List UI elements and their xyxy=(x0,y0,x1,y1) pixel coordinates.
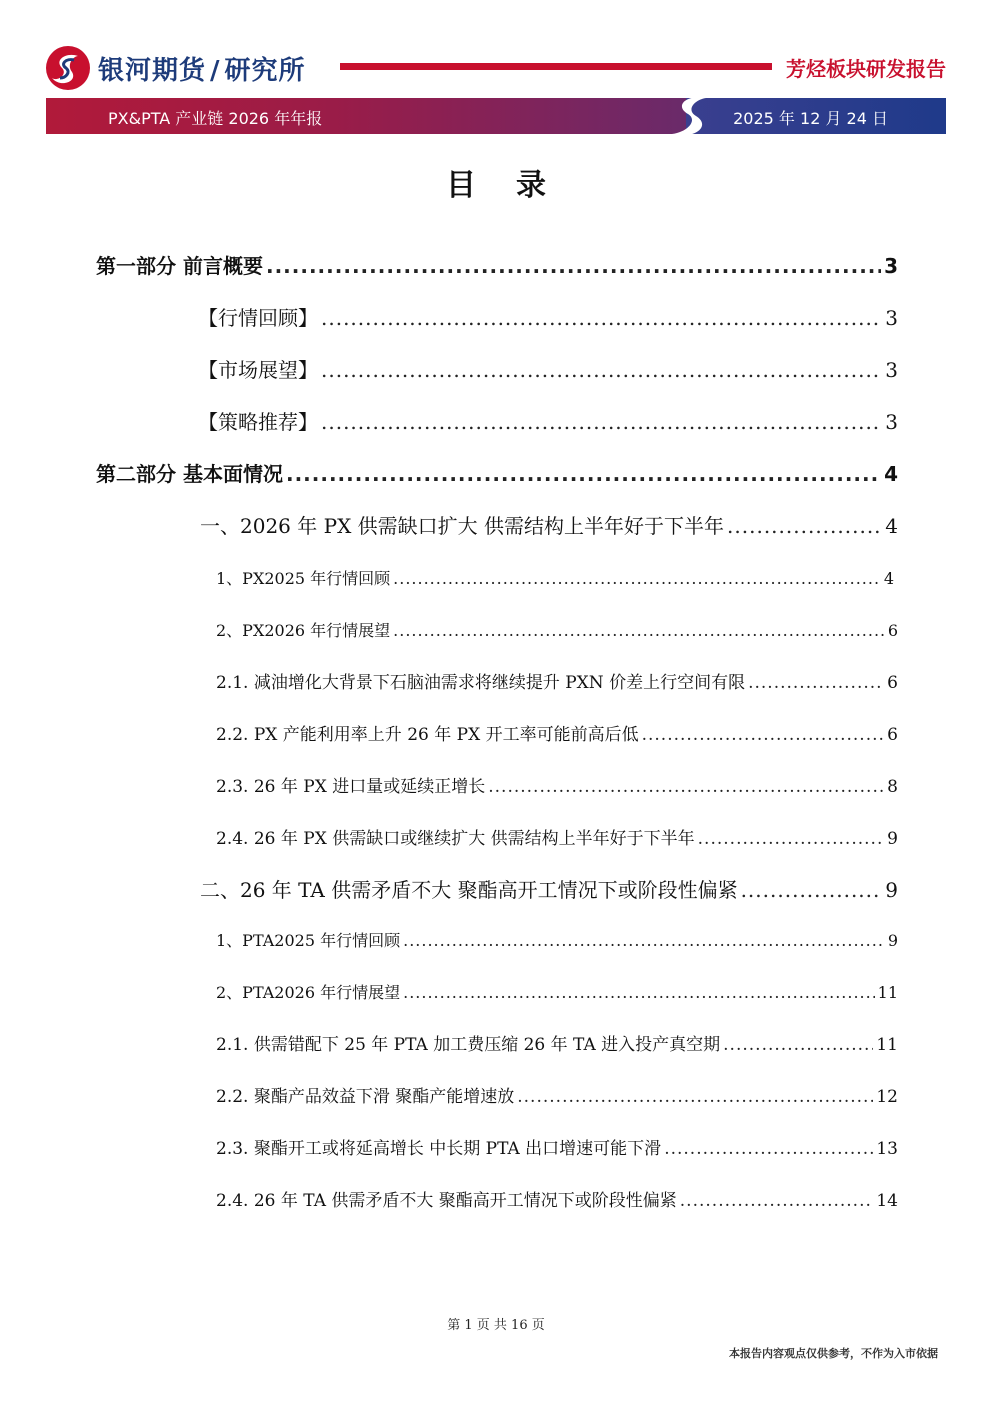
toc-entry-label: 1、PX2025 年行情回顾 xyxy=(216,569,391,588)
toc-entry-page: 4 xyxy=(884,462,898,486)
toc-leader xyxy=(286,462,881,486)
toc-entry-page: 11 xyxy=(876,1035,898,1055)
toc-entry[interactable] xyxy=(198,354,898,383)
toc-entry[interactable] xyxy=(216,668,898,693)
toc-entry[interactable] xyxy=(216,1186,898,1211)
toc-entry-page: 3 xyxy=(885,358,898,382)
toc-entry-page: 3 xyxy=(884,254,898,278)
toc-entry[interactable] xyxy=(216,772,898,797)
toc-entry-page: 8 xyxy=(887,777,898,797)
toc-entry-page: 9 xyxy=(885,878,898,902)
toc-entry[interactable] xyxy=(198,302,898,331)
toc-entry-label: 第二部分 基本面情况 xyxy=(96,462,283,486)
toc-leader xyxy=(727,514,882,538)
toc-entry-label: 1、PTA2025 年行情回顾 xyxy=(216,931,401,950)
toc-entry[interactable] xyxy=(216,720,898,745)
toc-leader xyxy=(321,410,882,434)
toc-entry-page: 14 xyxy=(876,1191,898,1211)
toc-leader xyxy=(723,1035,873,1055)
toc-entry-label: 2.1. 减油增化大背景下石脑油需求将继续提升 PXN 价差上行空间有限 xyxy=(216,673,746,693)
toc-entry-page: 13 xyxy=(876,1139,898,1159)
toc-entry-label: 第一部分 前言概要 xyxy=(96,254,263,278)
logo-text: 银河期货 / 研究所 xyxy=(98,55,306,86)
page-number: 第 1 页 共 16 页 xyxy=(447,1318,545,1333)
toc-entry-label: 2.3. 聚酯开工或将延高增长 中长期 PTA 出口增速可能下滑 xyxy=(216,1139,662,1159)
toc-leader xyxy=(664,1139,873,1159)
toc-leader xyxy=(748,673,884,693)
toc-entry-label: 【行情回顾】 xyxy=(198,306,318,330)
toc-entry-label: 二、26 年 TA 供需矛盾不大 聚酯高开工情况下或阶段性偏紧 xyxy=(200,878,738,902)
toc-entry[interactable] xyxy=(200,510,898,539)
brand-name: 银河期货 xyxy=(98,55,207,86)
toc-entry[interactable] xyxy=(96,250,898,279)
institute-name: 研究所 xyxy=(224,55,306,86)
toc-leader xyxy=(403,931,885,950)
toc-entry[interactable] xyxy=(216,566,894,589)
toc-entry-label: 一、2026 年 PX 供需缺口扩大 供需结构上半年好于下半年 xyxy=(200,514,725,538)
toc-leader xyxy=(680,1191,874,1211)
toc-entry-page: 9 xyxy=(887,931,898,950)
toc-entry-page: 3 xyxy=(885,410,898,434)
toc-entry[interactable] xyxy=(216,1134,898,1159)
toc-entry[interactable] xyxy=(216,928,898,951)
toc-title: 目录 xyxy=(446,168,586,203)
toc-entry-label: 【策略推荐】 xyxy=(198,410,318,434)
report-header xyxy=(0,0,992,140)
toc-entry-label: 2、PX2026 年行情展望 xyxy=(216,621,391,640)
toc-leader xyxy=(393,621,885,640)
toc-leader xyxy=(642,725,885,745)
toc-entry-page: 11 xyxy=(877,983,898,1002)
toc-entry-page: 6 xyxy=(887,725,898,745)
toc-entry[interactable] xyxy=(216,824,898,849)
toc-leader xyxy=(266,254,881,278)
header-banner xyxy=(46,98,946,134)
galaxy-logo-icon xyxy=(44,44,92,92)
toc-entry[interactable] xyxy=(216,980,898,1003)
toc-leader xyxy=(403,983,875,1002)
toc-entry-page: 6 xyxy=(887,621,898,640)
toc-entry-label: 2、PTA2026 年行情展望 xyxy=(216,983,401,1002)
toc-entry-page: 9 xyxy=(887,829,898,849)
toc-entry-label: 2.3. 26 年 PX 进口量或延续正增长 xyxy=(216,777,486,797)
toc-leader xyxy=(488,777,884,797)
toc-leader xyxy=(698,829,885,849)
toc-entry[interactable] xyxy=(216,1030,898,1055)
toc-leader xyxy=(517,1087,873,1107)
toc-leader xyxy=(741,878,883,902)
toc-entry-label: 2.4. 26 年 TA 供需矛盾不大 聚酯高开工情况下或阶段性偏紧 xyxy=(216,1191,677,1211)
toc-entry-page: 4 xyxy=(883,569,894,588)
report-date: 2025 年 12 月 24 日 xyxy=(733,109,888,128)
toc-entry[interactable] xyxy=(216,1082,898,1107)
company-logo xyxy=(44,44,306,92)
toc-entry-page: 12 xyxy=(876,1087,898,1107)
toc-entry[interactable] xyxy=(216,618,898,641)
toc-entry-page: 3 xyxy=(885,306,898,330)
toc-entry-label: 【市场展望】 xyxy=(198,358,318,382)
toc-entry-label: 2.2. 聚酯产品效益下滑 聚酯产能增速放 xyxy=(216,1087,515,1107)
header-red-rule xyxy=(340,63,772,70)
toc-leader xyxy=(321,306,882,330)
swirl-icon xyxy=(666,94,716,138)
toc-entry-label: 2.4. 26 年 PX 供需缺口或继续扩大 供需结构上半年好于下半年 xyxy=(216,829,695,849)
toc-entry[interactable] xyxy=(198,406,898,435)
disclaimer: 本报告内容观点仅供参考，不作为入市依据 xyxy=(729,1347,938,1360)
toc-entry[interactable] xyxy=(96,458,898,487)
toc-entry-label: 2.1. 供需错配下 25 年 PTA 加工费压缩 26 年 TA 进入投产真空期 xyxy=(216,1035,721,1055)
toc-entry-page: 6 xyxy=(887,673,898,693)
toc-entry-page: 4 xyxy=(885,514,898,538)
toc-entry-label: 2.2. PX 产能利用率上升 26 年 PX 开工率可能前高后低 xyxy=(216,725,639,745)
toc-leader xyxy=(393,569,881,588)
report-type: 芳烃板块研发报告 xyxy=(786,57,946,81)
toc-entry[interactable] xyxy=(200,874,898,903)
report-title: PX&PTA 产业链 2026 年年报 xyxy=(108,109,323,128)
toc-leader xyxy=(321,358,882,382)
